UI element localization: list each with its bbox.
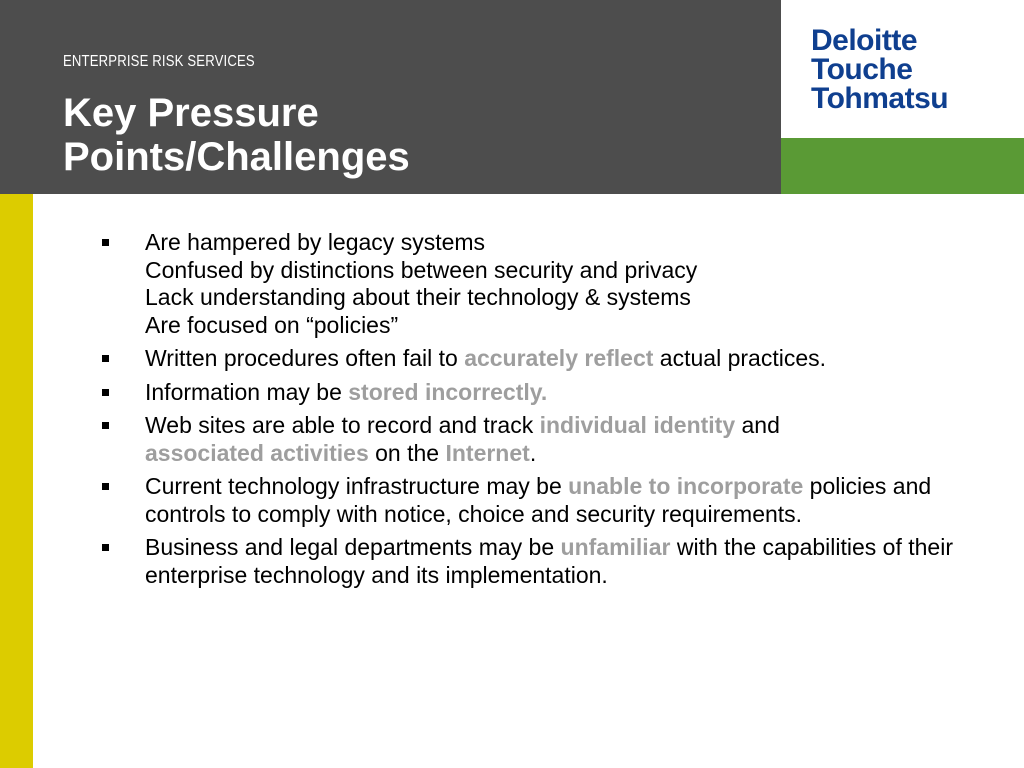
bullet-text-part: Information may be <box>145 378 349 405</box>
slide-title-line-1: Key Pressure <box>63 91 319 135</box>
bullet-item-5 <box>98 473 998 528</box>
square-bullet-icon <box>102 355 109 362</box>
slide-title <box>63 91 410 179</box>
square-bullet-icon <box>102 544 109 551</box>
bullet-item-6 <box>98 534 998 589</box>
bullet-text <box>145 229 998 339</box>
bullet-item-4 <box>98 412 998 467</box>
bullet-text-part: . <box>529 439 537 466</box>
bullet-text <box>145 379 547 405</box>
bullet-text-part: with the capabilities of their enterprise technology and its implementation. <box>145 534 953 588</box>
logo-box <box>781 0 1024 138</box>
highlighted-phrase: individual identity <box>539 412 736 438</box>
bullet-text <box>145 534 953 588</box>
logo-line-2: Touche <box>811 53 913 86</box>
bullet-item-3 <box>98 379 998 407</box>
section-label: ENTERPRISE RISK SERVICES <box>63 53 255 70</box>
bullet-line: Are focused on “policies” <box>145 311 399 338</box>
highlighted-phrase: unfamiliar <box>560 534 671 560</box>
bullet-text <box>145 473 931 527</box>
bullet-line: Are hampered by legacy systems <box>145 229 486 255</box>
highlighted-phrase: unable to incorporate <box>568 473 804 499</box>
logo-line-1: Deloitte <box>811 24 918 57</box>
bullet-text <box>145 345 826 371</box>
highlighted-phrase: Internet <box>445 439 530 466</box>
logo-line-3: Tohmatsu <box>811 82 949 115</box>
bullet-line: Lack understanding about their technology & systems <box>145 284 691 310</box>
square-bullet-icon <box>102 389 109 396</box>
bullet-text-part: Written procedures often fail to <box>145 345 465 371</box>
bullet-text-part: policies and controls to comply with notice, choice and security requirements. <box>145 473 932 527</box>
bullet-list <box>98 229 998 595</box>
bullet-text-part: Web sites are able to record and track <box>145 412 540 438</box>
highlighted-phrase: accurately reflect <box>464 345 654 371</box>
square-bullet-icon <box>102 483 109 490</box>
bullet-text-part: actual practices. <box>653 345 827 371</box>
square-bullet-icon <box>102 422 109 429</box>
highlighted-phrase: stored incorrectly. <box>348 378 548 405</box>
green-accent-band <box>781 138 1024 194</box>
bullet-item-1 <box>98 229 998 339</box>
deloitte-logo <box>811 26 948 113</box>
bullet-text-part: and <box>735 412 780 438</box>
bullet-line: Confused by distinctions between security and privacy <box>145 256 698 283</box>
bullet-text-part: Business and legal departments may be <box>145 534 561 560</box>
bullet-text-part: on the <box>368 439 446 466</box>
bullet-item-2 <box>98 345 998 373</box>
square-bullet-icon <box>102 239 109 246</box>
yellow-accent-bar <box>0 194 33 768</box>
header-bar <box>0 0 781 194</box>
bullet-text-part: Current technology infrastructure may be <box>145 473 569 499</box>
slide-title-line-2: Points/Challenges <box>63 135 410 179</box>
highlighted-phrase: associated activities <box>145 439 369 466</box>
bullet-text <box>145 412 780 466</box>
